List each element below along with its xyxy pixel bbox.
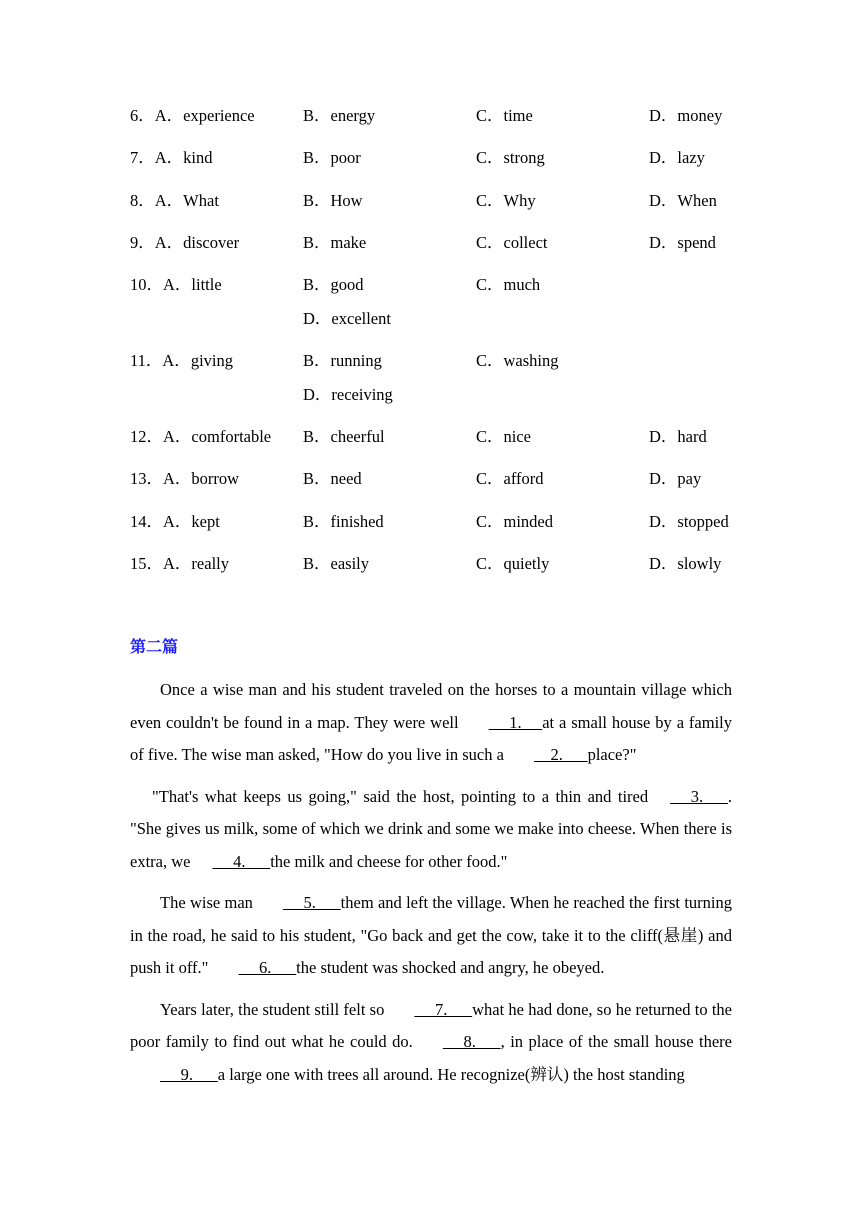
blank-9: 9. xyxy=(160,1064,218,1084)
option-a-text: really xyxy=(191,554,229,574)
blank-1: 1. xyxy=(488,712,543,732)
question-row-7 xyxy=(130,146,740,188)
blank-7: 7. xyxy=(414,999,473,1019)
question-row-15 xyxy=(130,552,740,594)
passage-text: The wise man xyxy=(160,893,253,912)
section-title: 第二篇 xyxy=(130,637,179,656)
question-row-8 xyxy=(130,189,740,231)
option-a xyxy=(130,146,213,170)
option-d: D．excellent xyxy=(303,309,391,329)
option-a xyxy=(130,231,239,255)
question-number: 10．A． xyxy=(130,275,192,295)
option-c: C．nice xyxy=(476,427,531,447)
option-b: B．poor xyxy=(303,148,361,168)
option-b: B．running xyxy=(303,351,382,371)
option-d: D．receiving xyxy=(303,385,393,405)
question-number: 15．A． xyxy=(130,554,192,574)
option-c: C．washing xyxy=(476,351,559,371)
option-c: C．collect xyxy=(476,232,548,252)
answer-options xyxy=(130,104,740,594)
passage-text: a large one with trees all around. He recognize(辨认) the host standing xyxy=(217,1064,685,1084)
question-number: 12．A． xyxy=(130,427,192,447)
paragraph-1 xyxy=(130,674,732,772)
option-b: B．good xyxy=(303,275,364,295)
passage-text: Once a wise man and his student traveled on the horses to a mountain village which even couldn't be found in a map. They were well xyxy=(130,680,732,732)
passage-text: Years later, the student still felt so xyxy=(160,999,385,1019)
question-row-13 xyxy=(130,467,740,509)
question-row-14 xyxy=(130,510,740,552)
option-b: B．finished xyxy=(303,511,384,531)
option-c: C．afford xyxy=(476,469,544,489)
question-number: 7．A． xyxy=(130,148,184,168)
passage-text: at a small house by a family of five. The wise man asked, "How do you live in such a xyxy=(130,712,732,764)
cloze-passage xyxy=(130,674,732,1100)
option-d: D．stopped xyxy=(649,511,729,531)
blank-2: 2. xyxy=(533,745,588,764)
passage-text: "That's what keeps us going," said the host, pointing to a thin and tired xyxy=(152,786,649,806)
question-row-12 xyxy=(130,425,740,467)
option-b: B．make xyxy=(303,232,367,252)
option-b: B．How xyxy=(303,190,363,210)
question-number: 11．A． xyxy=(130,351,191,371)
option-a xyxy=(130,425,271,449)
blank-4: 4. xyxy=(212,851,271,871)
option-d: D．lazy xyxy=(649,148,705,168)
question-number: 14．A． xyxy=(130,511,192,531)
option-b: B．cheerful xyxy=(303,427,385,447)
option-a-text: discover xyxy=(183,232,240,252)
option-b: B．energy xyxy=(303,106,376,125)
question-number: 13．A． xyxy=(130,469,192,489)
blank-6: 6. xyxy=(238,958,297,977)
option-c: C．much xyxy=(476,275,541,295)
option-a-text: comfortable xyxy=(191,427,272,447)
option-d: D．money xyxy=(649,106,723,125)
question-row-6 xyxy=(130,104,740,146)
paragraph-3 xyxy=(130,887,732,985)
option-d: D．hard xyxy=(649,427,707,447)
question-row-10 xyxy=(130,273,740,349)
passage-text: the milk and cheese for other food." xyxy=(270,851,508,871)
blank-5: 5. xyxy=(282,893,341,912)
option-a-text: What xyxy=(183,190,219,210)
passage-text: them and left the village. When he reached the first turning in the road, he said to his student, "Go back and get the cow, take it to the cliff(悬崖) and push it off." xyxy=(130,893,732,977)
option-a-text: giving xyxy=(190,351,233,371)
option-a-text: kind xyxy=(183,148,213,168)
option-d: D．spend xyxy=(649,232,716,252)
passage-text: what he had done, so he returned to the poor family to find out what he could do. xyxy=(130,999,732,1051)
option-a-text: little xyxy=(191,275,222,295)
option-b: B．easily xyxy=(303,554,369,574)
blank-3: 3. xyxy=(670,786,728,806)
paragraph-2 xyxy=(130,781,732,879)
option-d: D．pay xyxy=(649,469,702,489)
passage-text: place?" xyxy=(587,745,637,764)
blank-8: 8. xyxy=(442,1032,501,1051)
question-row-11 xyxy=(130,349,740,425)
option-c: C．strong xyxy=(476,148,545,168)
question-row-9 xyxy=(130,231,740,273)
option-b: B．need xyxy=(303,469,362,489)
option-c: C．minded xyxy=(476,511,553,531)
option-a xyxy=(130,349,233,373)
option-a xyxy=(130,467,239,491)
option-d: D．slowly xyxy=(649,554,722,574)
question-number: 6．A． xyxy=(130,106,184,125)
option-a xyxy=(130,552,229,576)
option-a-text: kept xyxy=(191,511,220,531)
option-a xyxy=(130,189,219,213)
question-number: 9．A． xyxy=(130,232,184,252)
option-d: D．When xyxy=(649,190,717,210)
option-c: C．time xyxy=(476,106,533,125)
option-a xyxy=(130,510,220,534)
option-a xyxy=(130,104,255,128)
question-number: 8．A． xyxy=(130,190,184,210)
paragraph-4 xyxy=(130,994,732,1092)
option-c: C．Why xyxy=(476,190,536,210)
option-a xyxy=(130,273,222,297)
option-c: C．quietly xyxy=(476,554,550,574)
option-a-text: borrow xyxy=(191,469,240,489)
option-a-text: experience xyxy=(183,106,255,125)
passage-text: the student was shocked and angry, he obeyed. xyxy=(296,958,605,977)
passage-text: , in place of the small house there xyxy=(500,1032,732,1051)
passage-text: . "She gives us milk, some of which we drink and some we make into cheese. When there is extra, we xyxy=(130,786,732,871)
